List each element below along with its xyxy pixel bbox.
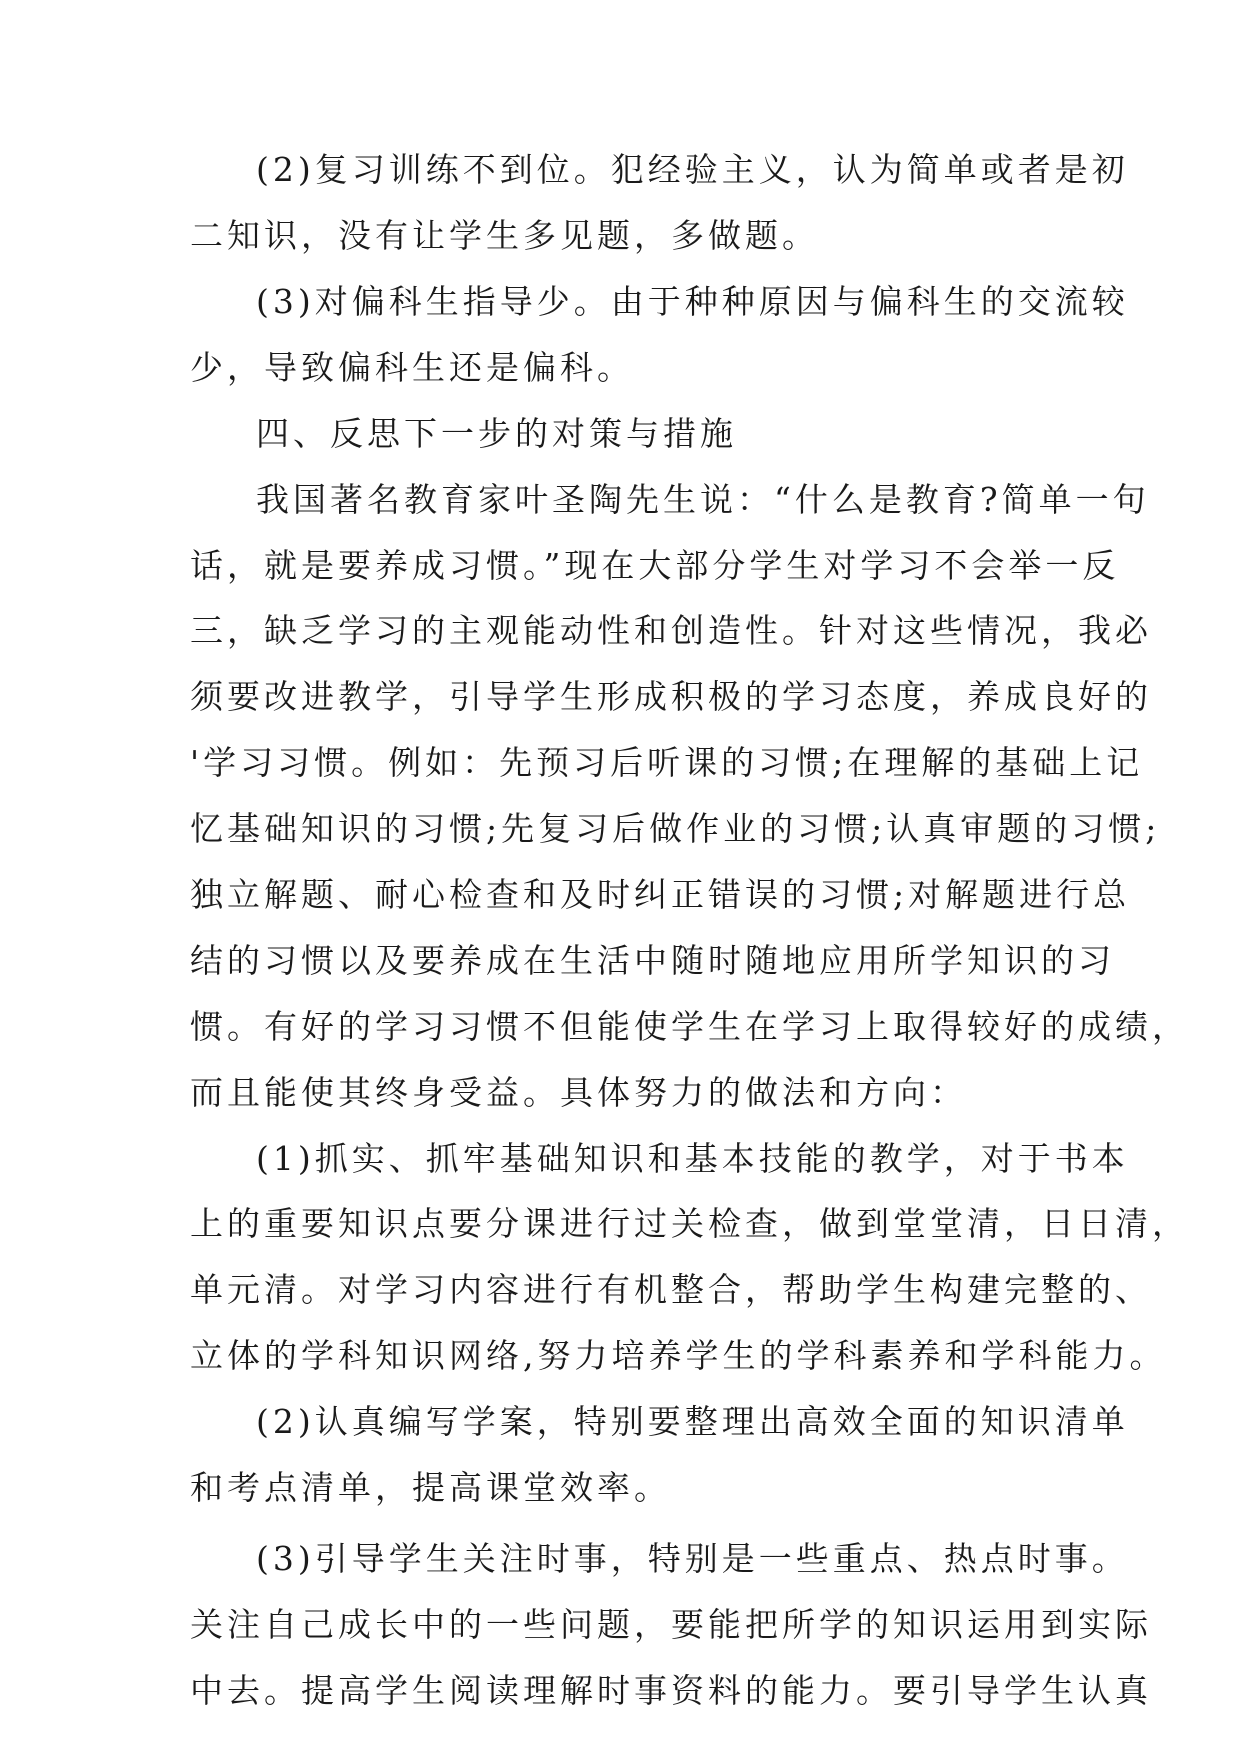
text-line: (1)抓实、抓牢基础知识和基本技能的教学，对于书本 [256, 1139, 1129, 1178]
text-line: 话，就是要养成习惯。”现在大部分学生对学习不会举一反 [190, 546, 1120, 585]
text-line: 而且能使其终身受益。具体努力的做法和方向： [190, 1073, 967, 1112]
text-line: 上的重要知识点要分课进行过关检查，做到堂堂清，日日清， [190, 1204, 1189, 1243]
text-line: 忆基础知识的习惯;先复习后做作业的习惯;认真审题的习惯; [190, 809, 1161, 848]
text-line: 我国著名教育家叶圣陶先生说：“什么是教育?简单一句 [256, 480, 1150, 519]
text-line: (3)对偏科生指导少。由于种种原因与偏科生的交流较 [256, 282, 1129, 321]
text-line: 少，导致偏科生还是偏科。 [190, 348, 634, 387]
text-line: 惯。有好的学习习惯不但能使学生在学习上取得较好的成绩， [190, 1007, 1189, 1046]
text-line: 和考点清单，提高课堂效率。 [190, 1468, 671, 1507]
text-line: '学习习惯。例如：先预习后听课的习惯;在理解的基础上记 [190, 743, 1144, 782]
section-heading: 四、反思下一步的对策与措施 [256, 414, 737, 453]
text-line: 独立解题、耐心检查和及时纠正错误的习惯;对解题进行总 [190, 875, 1131, 914]
text-line: (2)认真编写学案，特别要整理出高效全面的知识清单 [256, 1402, 1129, 1441]
text-line: 关注自己成长中的一些问题，要能把所学的知识运用到实际 [190, 1605, 1152, 1644]
text-line: 中去。提高学生阅读理解时事资料的能力。要引导学生认真 [190, 1671, 1152, 1710]
text-line: 单元清。对学习内容进行有机整合，帮助学生构建完整的、 [190, 1270, 1152, 1309]
text-line: 三，缺乏学习的主观能动性和创造性。针对这些情况，我必 [190, 611, 1152, 650]
text-line: (2)复习训练不到位。犯经验主义，认为简单或者是初 [256, 150, 1129, 189]
text-line: 立体的学科知识网络,努力培养学生的学科素养和学科能力。 [190, 1336, 1167, 1375]
text-line: 须要改进教学，引导学生形成积极的学习态度，养成良好的 [190, 677, 1152, 716]
text-line: (3)引导学生关注时事，特别是一些重点、热点时事。 [256, 1539, 1129, 1578]
text-line: 二知识，没有让学生多见题，多做题。 [190, 216, 819, 255]
text-line: 结的习惯以及要养成在生活中随时随地应用所学知识的习 [190, 941, 1115, 980]
